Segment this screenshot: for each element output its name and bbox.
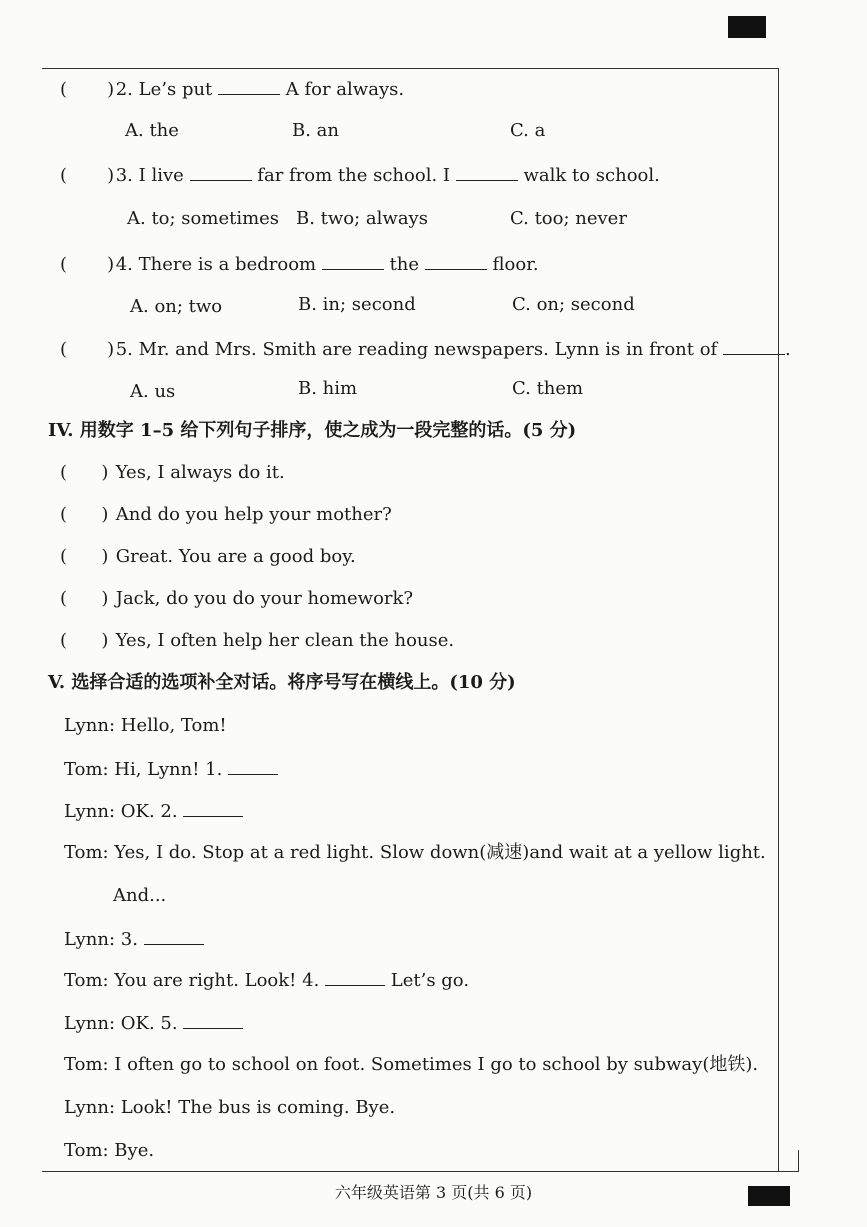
dialogue-line: Lynn: Hello, Tom!: [64, 715, 227, 736]
frame-border-top: [42, 68, 778, 69]
question-5: ( ) 5. Mr. and Mrs. Smith are reading newspapers. Lynn is in front of .: [60, 339, 791, 360]
dialogue-line: And...: [113, 885, 167, 906]
dialogue-line: Tom: I often go to school on foot. Sometimes I go to school by subway(地铁).: [64, 1054, 759, 1075]
frame-border-bottom: [42, 1171, 799, 1172]
blank[interactable]: [325, 969, 385, 986]
option-c: C. them: [512, 378, 584, 399]
option-a: A. to; sometimes: [127, 208, 280, 229]
blank[interactable]: [425, 253, 487, 270]
question-4: ( ) 4. There is a bedroom the floor.: [60, 254, 539, 275]
answer-paren[interactable]: ( ): [60, 254, 115, 275]
frame-border-right-lower: [798, 1150, 799, 1172]
answer-paren[interactable]: ( ): [60, 588, 109, 609]
dialogue-line: Lynn: OK. 5.: [64, 1012, 243, 1035]
ordering-item: ( ) And do you help your mother?: [60, 504, 392, 525]
dialogue-line: Tom: Yes, I do. Stop at a red light. Slow down(减速)and wait at a yellow light.: [64, 842, 766, 863]
blank[interactable]: [144, 928, 204, 945]
option-a: A. on; two: [130, 296, 223, 317]
answer-paren[interactable]: ( ): [60, 504, 109, 525]
dialogue-line: Lynn: Look! The bus is coming. Bye.: [64, 1097, 396, 1118]
registration-mark-top: [728, 16, 766, 38]
dialogue-line: Lynn: OK. 2.: [64, 800, 243, 823]
dialogue-line: Tom: Bye.: [64, 1140, 155, 1161]
ordering-item: ( ) Yes, I often help her clean the house.: [60, 630, 455, 651]
option-b: B. an: [292, 120, 339, 141]
blank[interactable]: [322, 253, 384, 270]
ordering-item: ( ) Great. You are a good boy.: [60, 546, 356, 567]
page-footer: 六年级英语第 3 页(共 6 页): [334, 1183, 533, 1202]
question-2: ( ) 2. Le’s put A for always.: [60, 79, 405, 100]
section-5-title: V. 选择合适的选项补全对话。将序号写在横线上。(10 分): [48, 672, 516, 693]
answer-paren[interactable]: ( ): [60, 165, 115, 186]
blank[interactable]: [183, 1012, 243, 1029]
answer-paren[interactable]: ( ): [60, 630, 109, 651]
blank[interactable]: [228, 758, 278, 775]
dialogue-line: Tom: Hi, Lynn! 1.: [64, 758, 278, 781]
option-b: B. him: [298, 378, 358, 399]
ordering-item: ( ) Yes, I always do it.: [60, 462, 285, 483]
option-c: C. too; never: [510, 208, 627, 229]
dialogue-line: Lynn: 3.: [64, 928, 204, 951]
option-c: C. a: [510, 120, 546, 141]
answer-paren[interactable]: ( ): [60, 462, 109, 483]
dialogue-line: Tom: You are right. Look! 4. Let’s go.: [64, 970, 470, 991]
option-a: A. us: [130, 381, 176, 402]
ordering-item: ( ) Jack, do you do your homework?: [60, 588, 414, 609]
option-b: B. two; always: [296, 208, 428, 229]
answer-paren[interactable]: ( ): [60, 546, 109, 567]
blank[interactable]: [190, 164, 252, 181]
option-a: A. the: [125, 120, 179, 141]
option-b: B. in; second: [298, 294, 416, 315]
section-4-title: IV. 用数字 1–5 给下列句子排序，使之成为一段完整的话。(5 分): [48, 420, 577, 441]
answer-paren[interactable]: ( ): [60, 339, 115, 360]
answer-paren[interactable]: ( ): [60, 79, 115, 100]
option-c: C. on; second: [512, 294, 635, 315]
question-3: ( ) 3. I live far from the school. I walk to school.: [60, 165, 660, 186]
frame-border-right: [778, 68, 779, 1171]
blank[interactable]: [183, 800, 243, 817]
blank[interactable]: [456, 164, 518, 181]
registration-mark-bottom: [748, 1186, 790, 1206]
blank[interactable]: [218, 78, 280, 95]
blank[interactable]: [723, 338, 785, 355]
